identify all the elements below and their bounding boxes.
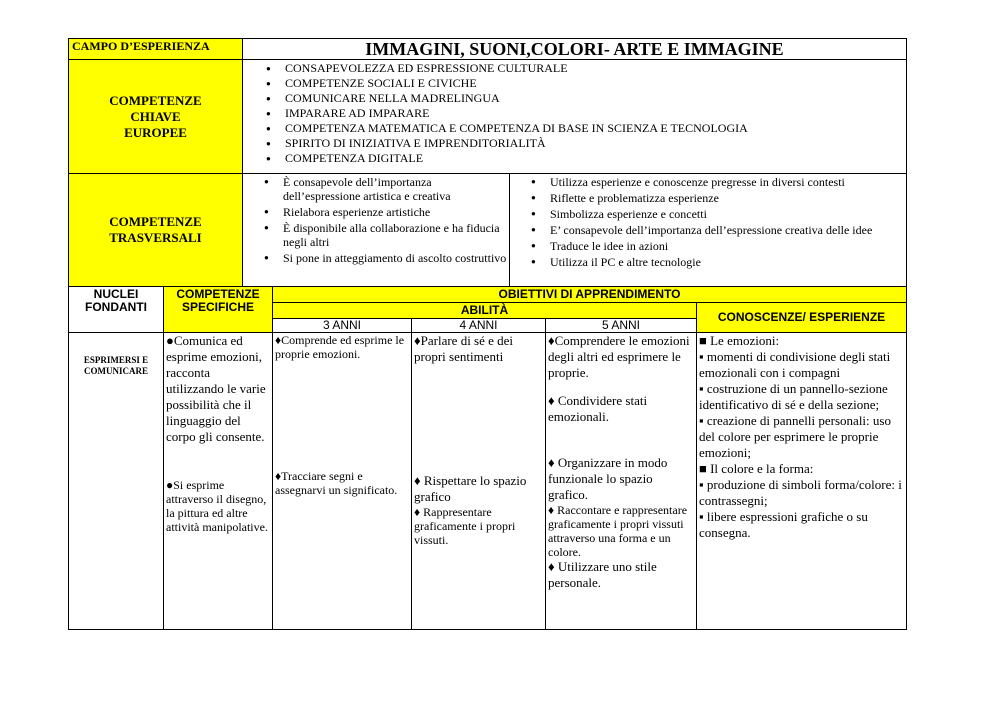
page-title: IMMAGINI, SUONI,COLORI- ARTE E IMMAGINE	[243, 39, 907, 60]
label-line: COMPETENZE	[109, 92, 202, 108]
abilita-text: ♦Parlare di sé e dei propri sentimenti	[414, 333, 514, 364]
competenze-chiave-label	[69, 60, 243, 174]
label-line: TRASVERSALI	[109, 230, 202, 245]
competenze-trasversali-label	[69, 174, 243, 287]
label-line: CHIAVE	[130, 108, 181, 124]
anni-3-header: 3 ANNI	[273, 319, 412, 333]
abilita-text: ♦ Organizzare in modo funzionale lo spazio grafico.	[548, 455, 668, 502]
conoscenza-text: ■ Le emozioni:	[699, 333, 780, 348]
list-item: ● COMPETENZA MATEMATICA E COMPETENZA DI BASE IN SCIENZA E TECNOLOGIA	[285, 121, 904, 136]
anni-5-cell	[546, 333, 697, 630]
abilita-text: ♦Comprendere le emozioni degli altri ed esprimere le proprie.	[548, 333, 690, 380]
abilita-text: ♦ Utilizzare uno stile personale.	[548, 559, 657, 590]
anni-3-cell	[273, 333, 412, 630]
conoscenza-text: ▪ creazione di pannelli personali: uso del colore per esprimere le proprie emozioni;	[699, 413, 891, 460]
anni-4-header: 4 ANNI	[412, 319, 546, 333]
competenza-text: ●Comunica ed esprime emozioni, racconta utilizzando le varie possibilità che il linguaggio del corpo gli consente.	[166, 333, 266, 444]
label-line: COMPETENZE	[109, 214, 202, 229]
list-item: ● Rielabora esperienze artistiche	[283, 205, 507, 219]
conoscenza-text: ▪ libere espressioni grafiche o su consegna.	[699, 509, 868, 540]
list-item: ● COMPETENZA DIGITALE	[285, 151, 904, 166]
abilita-text: ♦ Condividere stati emozionali.	[548, 393, 648, 424]
list-item: ● È consapevole dell’importanza dell’espressione artistica e creativa	[283, 175, 507, 203]
list-item: ● IMPARARE AD IMPARARE	[285, 106, 904, 121]
list-item: ● Utilizza esperienze e conoscenze pregresse in diversi contesti	[550, 175, 904, 189]
obiettivi-header: OBIETTIVI DI APPRENDIMENTO	[273, 287, 907, 303]
abilita-text: ♦Comprende ed esprime le proprie emozioni.	[275, 333, 405, 361]
conoscenza-text: ▪ momenti di condivisione degli stati emozionali con i compagni	[699, 349, 891, 380]
conoscenza-text: ▪ produzione di simboli forma/colore: i contrassegni;	[699, 477, 902, 508]
abilita-text: ♦ Raccontare e rappresentare graficamente i propri vissuti attraverso una forma e un colore.	[548, 503, 688, 559]
list-item: ● Riflette e problematizza esperienze	[550, 191, 904, 205]
abilita-text: ♦Tracciare segni e assegnarvi un significato.	[275, 469, 398, 497]
list-item: ● CONSAPEVOLEZZA ED ESPRESSIONE CULTURALE	[285, 61, 904, 76]
list-item: ● COMUNICARE NELLA MADRELINGUA	[285, 91, 904, 106]
competenze-cell	[164, 333, 273, 630]
conoscenza-text: ■ Il colore e la forma:	[699, 461, 814, 476]
competenze-chiave-list	[243, 60, 907, 174]
anni-5-header: 5 ANNI	[546, 319, 697, 333]
abilita-header: ABILITÀ	[273, 303, 697, 319]
competenza-text: ●Si esprime attraverso il disegno, la pittura ed altre attività manipolative.	[166, 478, 268, 534]
anni-4-cell	[412, 333, 546, 630]
list-item: ● SPIRITO DI INIZIATIVA E IMPRENDITORIALITÀ	[285, 136, 904, 151]
curriculum-document	[68, 38, 906, 630]
list-item: ● E’ consapevole dell’importanza dell’espressione creativa delle idee	[550, 223, 904, 237]
list-item: ● COMPETENZE SOCIALI E CIVICHE	[285, 76, 904, 91]
nuclei-header: NUCLEI FONDANTI	[69, 287, 164, 333]
competenze-specifiche-header: COMPETENZE SPECIFICHE	[164, 287, 273, 333]
header-table	[68, 38, 907, 287]
nucleo-cell: ESPRIMERSI E COMUNICARE	[69, 333, 164, 630]
list-item: ● È disponibile alla collaborazione e ha fiducia negli altri	[283, 221, 507, 249]
conoscenze-header: CONOSCENZE/ ESPERIENZE	[697, 303, 907, 333]
conoscenze-cell	[697, 333, 907, 630]
campo-label: CAMPO D’ESPERIENZA	[69, 39, 243, 60]
trasversali-left-list	[243, 174, 510, 287]
trasversali-right-list	[510, 174, 907, 287]
abilita-text: ♦ Rappresentare graficamente i propri vissuti.	[414, 505, 516, 547]
list-item: ● Simbolizza esperienze e concetti	[550, 207, 904, 221]
conoscenza-text: ▪ costruzione di un pannello-sezione identificativo di sé e della sezione;	[699, 381, 888, 412]
list-item: ● Si pone in atteggiamento di ascolto costruttivo	[283, 251, 507, 265]
abilita-text: ♦ Rispettare lo spazio grafico	[414, 473, 527, 504]
list-item: ● Utilizza il PC e altre tecnologie	[550, 255, 904, 269]
list-item: ● Traduce le idee in azioni	[550, 239, 904, 253]
label-line: EUROPEE	[124, 124, 187, 140]
obiettivi-table	[68, 286, 907, 630]
